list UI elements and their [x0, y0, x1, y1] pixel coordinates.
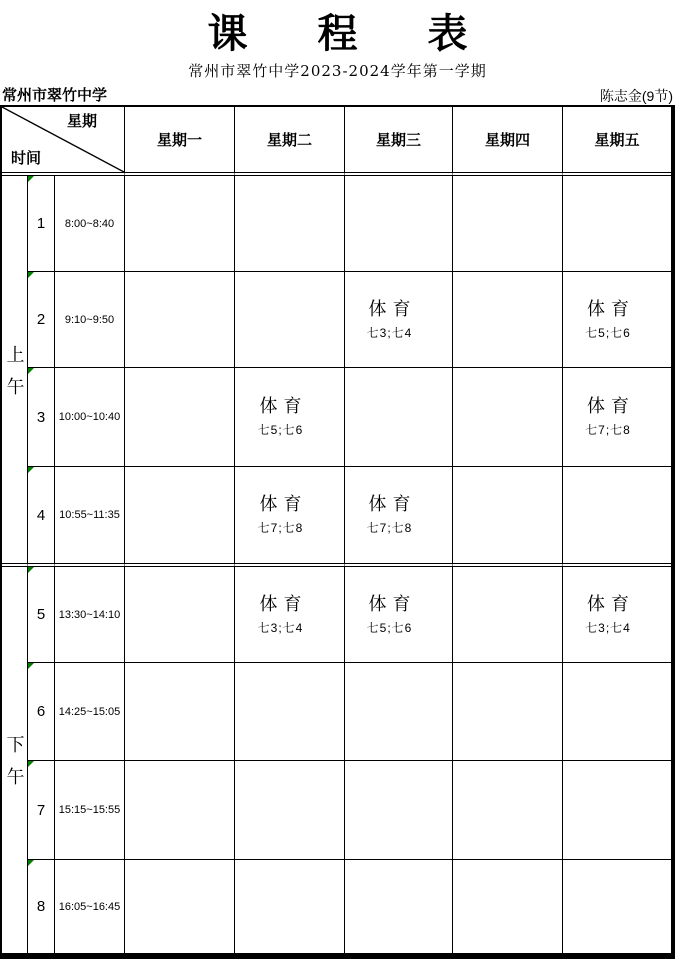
schedule-cell-wed-7[interactable]	[345, 761, 453, 860]
lesson-subject: 体育	[259, 396, 308, 417]
period-number: 4	[36, 506, 46, 524]
time-range: 13:30~14:10	[58, 608, 121, 621]
lesson-classes: 七3;七4	[366, 325, 413, 340]
day-header-fri[interactable]: 星期五	[563, 107, 671, 176]
time-range: 8:00~8:40	[64, 217, 115, 230]
schedule-cell-thu-4[interactable]	[453, 467, 563, 567]
schedule-cell-thu-1[interactable]	[453, 176, 563, 272]
period-number: 8	[36, 898, 46, 915]
period-number: 7	[36, 801, 46, 819]
schedule-cell-wed-4[interactable]	[345, 467, 453, 567]
lesson-subject: 体育	[587, 593, 635, 615]
time-cell-6[interactable]	[55, 663, 125, 761]
schedule-cell-mon-7[interactable]	[125, 761, 235, 860]
day-header-wed[interactable]: 星期三	[345, 107, 453, 176]
corner-time-label: 时间	[11, 150, 42, 167]
lesson-classes: 七7;七8	[257, 521, 304, 535]
period-cell-8[interactable]	[28, 860, 55, 953]
lesson-entry	[226, 465, 335, 561]
timetable-grid	[0, 105, 675, 959]
lesson-entry	[336, 270, 443, 365]
page-subtitle: 常州市翠竹中学2023-2024学年第一学期	[188, 62, 487, 80]
period-cell-2[interactable]	[28, 272, 55, 368]
schedule-cell-mon-2[interactable]	[125, 272, 235, 368]
lesson-entry	[554, 270, 662, 365]
period-number: 5	[36, 606, 46, 623]
time-cell-8[interactable]	[55, 860, 125, 953]
schedule-cell-fri-5[interactable]	[563, 567, 671, 663]
time-range: 14:25~15:05	[58, 705, 121, 718]
lesson-classes: 七7;七8	[366, 521, 413, 535]
period-cell-1[interactable]	[28, 176, 55, 272]
corner-marker-icon	[28, 272, 34, 278]
schedule-cell-tue-8[interactable]	[235, 860, 345, 953]
schedule-cell-tue-6[interactable]	[235, 663, 345, 761]
lesson-subject: 体育	[368, 298, 417, 320]
time-range: 9:10~9:50	[64, 313, 115, 326]
schedule-cell-fri-7[interactable]	[563, 761, 671, 860]
schedule-cell-fri-1[interactable]	[563, 176, 671, 272]
corner-week-label: 星期	[66, 113, 97, 130]
day-header-thu[interactable]: 星期四	[453, 107, 563, 176]
lesson-classes: 七5;七6	[257, 423, 304, 437]
lesson-entry	[226, 565, 335, 660]
schedule-cell-wed-1[interactable]	[345, 176, 453, 272]
lesson-subject: 体育	[368, 593, 417, 615]
period-cell-5[interactable]	[28, 567, 55, 663]
time-cell-2[interactable]	[55, 272, 125, 368]
schedule-cell-tue-3[interactable]	[235, 368, 345, 467]
schedule-cell-mon-3[interactable]	[125, 368, 235, 467]
time-range: 10:00~10:40	[58, 411, 121, 423]
schedule-cell-mon-1[interactable]	[125, 176, 235, 272]
schedule-cell-thu-3[interactable]	[453, 368, 563, 467]
schedule-cell-tue-1[interactable]	[235, 176, 345, 272]
corner-marker-icon	[28, 368, 34, 374]
lesson-classes: 七7;七8	[585, 423, 631, 437]
time-cell-1[interactable]	[55, 176, 125, 272]
lesson-subject: 体育	[587, 298, 635, 320]
lesson-entry	[336, 465, 443, 561]
schedule-cell-wed-6[interactable]	[345, 663, 453, 761]
schedule-cell-wed-8[interactable]	[345, 860, 453, 953]
schedule-cell-tue-2[interactable]	[235, 272, 345, 368]
corner-marker-icon	[28, 567, 34, 573]
lesson-entry	[554, 565, 662, 660]
section-morning-label: 上午	[4, 344, 25, 409]
time-cell-4[interactable]	[55, 467, 125, 567]
schedule-cell-thu-6[interactable]	[453, 663, 563, 761]
day-header-mon[interactable]: 星期一	[125, 107, 235, 176]
lesson-subject: 体育	[259, 593, 308, 615]
period-cell-7[interactable]	[28, 761, 55, 860]
time-range: 15:15~15:55	[58, 804, 121, 816]
lesson-classes: 七3;七4	[585, 620, 631, 635]
period-number: 3	[36, 408, 46, 426]
time-cell-3[interactable]	[55, 368, 125, 467]
period-number: 2	[36, 311, 46, 328]
time-range: 10:55~11:35	[59, 509, 120, 521]
lesson-subject: 体育	[368, 494, 417, 515]
corner-cell[interactable]	[2, 107, 125, 176]
school-name: 常州市翠竹中学	[2, 87, 108, 104]
time-range: 16:05~16:45	[58, 900, 121, 913]
corner-marker-icon	[28, 860, 34, 866]
lesson-entry	[336, 565, 443, 660]
period-number: 1	[36, 215, 46, 232]
period-cell-6[interactable]	[28, 663, 55, 761]
schedule-cell-wed-5[interactable]	[345, 567, 453, 663]
lesson-entry	[554, 366, 662, 464]
schedule-cell-thu-8[interactable]	[453, 860, 563, 953]
day-header-tue[interactable]: 星期二	[235, 107, 345, 176]
time-cell-7[interactable]	[55, 761, 125, 860]
schedule-cell-fri-2[interactable]	[563, 272, 671, 368]
page-title: 课程表	[207, 10, 538, 57]
schedule-cell-thu-7[interactable]	[453, 761, 563, 860]
schedule-cell-tue-7[interactable]	[235, 761, 345, 860]
schedule-cell-fri-8[interactable]	[563, 860, 671, 953]
schedule-cell-thu-2[interactable]	[453, 272, 563, 368]
schedule-cell-mon-5[interactable]	[125, 567, 235, 663]
schedule-cell-tue-4[interactable]	[235, 467, 345, 567]
time-cell-5[interactable]	[55, 567, 125, 663]
schedule-cell-mon-8[interactable]	[125, 860, 235, 953]
period-number: 6	[36, 703, 46, 720]
corner-marker-icon	[28, 176, 34, 182]
corner-marker-icon	[28, 761, 34, 767]
lesson-entry	[226, 366, 335, 464]
section-afternoon[interactable]	[2, 567, 28, 953]
corner-marker-icon	[28, 663, 34, 669]
lesson-subject: 体育	[259, 494, 308, 515]
corner-marker-icon	[28, 467, 34, 473]
lesson-classes: 七5;七6	[366, 620, 413, 635]
schedule-cell-fri-3[interactable]	[563, 368, 671, 467]
schedule-cell-wed-3[interactable]	[345, 368, 453, 467]
schedule-cell-mon-6[interactable]	[125, 663, 235, 761]
section-afternoon-label: 下午	[4, 735, 25, 799]
lesson-classes: 七3;七4	[257, 620, 304, 635]
period-cell-3[interactable]	[28, 368, 55, 467]
section-morning[interactable]	[2, 176, 28, 567]
schedule-cell-fri-4[interactable]	[563, 467, 671, 567]
period-cell-4[interactable]	[28, 467, 55, 567]
schedule-cell-thu-5[interactable]	[453, 567, 563, 663]
schedule-cell-fri-6[interactable]	[563, 663, 671, 761]
schedule-cell-mon-4[interactable]	[125, 467, 235, 567]
teacher-info: 陈志金(9节)	[599, 88, 673, 104]
lesson-subject: 体育	[587, 396, 635, 417]
schedule-cell-wed-2[interactable]	[345, 272, 453, 368]
schedule-cell-tue-5[interactable]	[235, 567, 345, 663]
lesson-classes: 七5;七6	[585, 325, 631, 340]
